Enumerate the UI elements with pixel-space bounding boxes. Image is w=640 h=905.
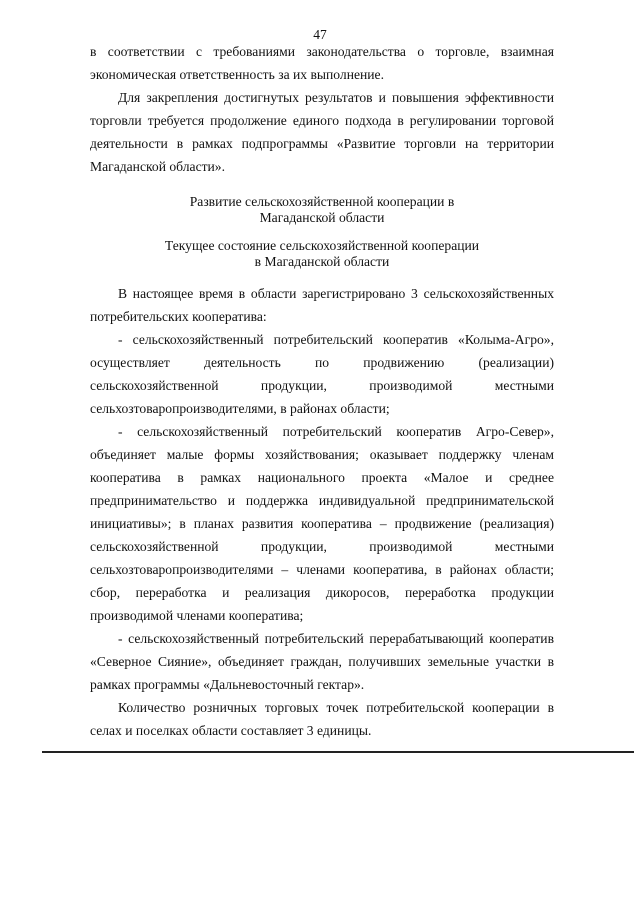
page-number: 47 (313, 27, 327, 42)
subsection-heading (90, 238, 554, 270)
subsection-heading-line-1: Текущее состояние сельскохозяйственной кооперации (164, 238, 480, 253)
section-heading-line-1: Развитие сельскохозяйственной кооперации в (189, 194, 455, 209)
list-item-kolyma-agro: - сельскохозяйственный потребительский кооператив «Колыма-Агро», осуществляет деятельность по продвижению (реализации) сельскохозяйственной продукции, производимой местными сельхозтоваропроизводителями, в районах области; (90, 332, 554, 416)
section-heading (90, 194, 554, 226)
paragraph-cooperatives-count: В настоящее время в области зарегистрировано 3 сельскохозяйственных потребительских кооператива: (90, 286, 554, 324)
subsection-heading-line-2: в Магаданской области (254, 254, 390, 269)
paragraph-trade-efficiency: Для закрепления достигнутых результатов и повышения эффективности торговли требуется продолжение единого подхода в регулировании торговой деятельности в рамках подпрограммы «Развитие торговли на территории Магаданской области». (90, 90, 554, 174)
paragraph-trade-responsibility: в соответствии с требованиями законодательства о торговле, взаимная экономическая ответственность за их выполнение. (90, 44, 554, 82)
list-item-agro-sever: - сельскохозяйственный потребительский кооператив Агро-Север», объединяет малые формы хозяйствования; оказывает поддержку членам кооператива в рамках национального проекта «Малое и среднее предпринимательство и поддержка индивидуальной предпринимательской инициативы»; в планах развития кооператива – продвижение (реализация) сельскохозяйственной продукции, производимой местными сельхозтоваропроизводителями – членами кооператива, в районах области; сбор, переработка и реализация дикоросов, переработка продукции производимой членами кооператива; (90, 424, 554, 623)
list-item-severnoe-siyanie: - сельскохозяйственный потребительский перерабатывающий кооператив «Северное Сияние», объединяет граждан, получивших земельные участки в рамках программы «Дальневосточный гектар». (90, 631, 554, 692)
page-bottom-rule (42, 751, 634, 753)
document-body (90, 40, 554, 742)
paragraph-retail-points: Количество розничных торговых точек потребительской кооперации в селах и поселках области составляет 3 единицы. (90, 700, 554, 738)
section-heading-line-2: Магаданской области (259, 210, 385, 225)
